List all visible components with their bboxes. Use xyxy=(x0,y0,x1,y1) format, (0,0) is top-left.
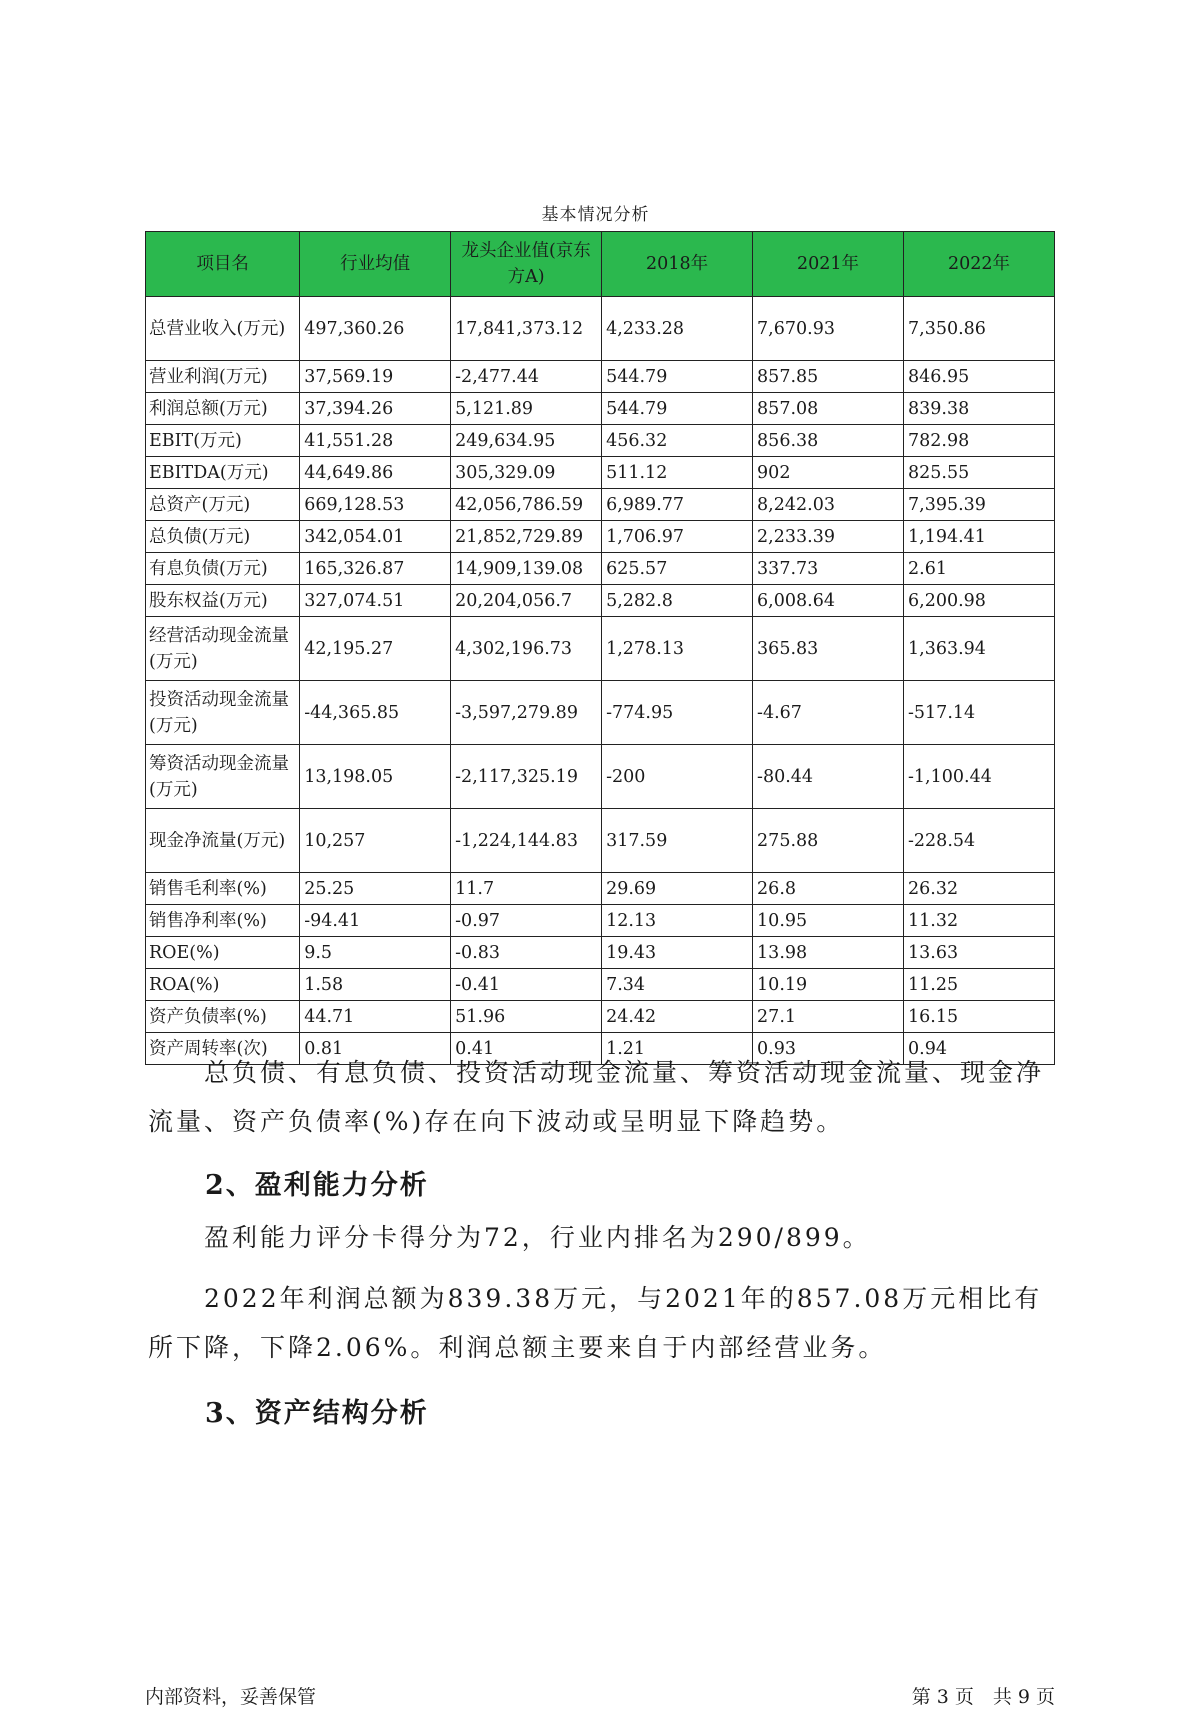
value-cell: 10.19 xyxy=(753,969,904,1001)
row-label-cell: 销售净利率(%) xyxy=(146,905,300,937)
section-heading-asset-structure: 3、资产结构分析 xyxy=(205,1398,429,1429)
score-paragraph: 盈利能力评分卡得分为72，行业内排名为290/899。 xyxy=(204,1223,871,1252)
value-cell: 846.95 xyxy=(904,361,1055,393)
value-cell: -1,100.44 xyxy=(904,745,1055,809)
profit-paragraph: 2022年利润总额为839.38万元，与2021年的857.08万元相比有所下降，下降2.06%。利润总额主要来自于内部经营业务。 xyxy=(148,1284,1043,1362)
value-cell: 10,257 xyxy=(300,809,451,873)
value-cell: 6,008.64 xyxy=(753,585,904,617)
header-industry-avg: 行业均值 xyxy=(300,232,451,297)
value-cell: 511.12 xyxy=(602,457,753,489)
value-cell: 365.83 xyxy=(753,617,904,681)
value-cell: 4,302,196.73 xyxy=(451,617,602,681)
header-year-2022: 2022年 xyxy=(904,232,1055,297)
value-cell: 41,551.28 xyxy=(300,425,451,457)
value-cell: -3,597,279.89 xyxy=(451,681,602,745)
value-cell: 544.79 xyxy=(602,393,753,425)
value-cell: 42,056,786.59 xyxy=(451,489,602,521)
value-cell: -774.95 xyxy=(602,681,753,745)
table-row xyxy=(146,1001,1055,1033)
value-cell: 17,841,373.12 xyxy=(451,297,602,361)
table-row xyxy=(146,297,1055,361)
value-cell: 497,360.26 xyxy=(300,297,451,361)
value-cell: 51.96 xyxy=(451,1001,602,1033)
page-prefix: 第 xyxy=(911,1686,931,1708)
value-cell: 165,326.87 xyxy=(300,553,451,585)
value-cell: 4,233.28 xyxy=(602,297,753,361)
row-label-cell: 资产周转率(次) xyxy=(146,1033,300,1065)
value-cell: -0.41 xyxy=(451,969,602,1001)
row-label-cell: EBITDA(万元) xyxy=(146,457,300,489)
table-row xyxy=(146,809,1055,873)
value-cell: -80.44 xyxy=(753,745,904,809)
value-cell: 13,198.05 xyxy=(300,745,451,809)
table-row xyxy=(146,873,1055,905)
row-label-cell: 利润总额(万元) xyxy=(146,393,300,425)
value-cell: 544.79 xyxy=(602,361,753,393)
value-cell: 19.43 xyxy=(602,937,753,969)
value-cell: 1,278.13 xyxy=(602,617,753,681)
value-cell: 782.98 xyxy=(904,425,1055,457)
value-cell: 8,242.03 xyxy=(753,489,904,521)
value-cell: 7,395.39 xyxy=(904,489,1055,521)
section-heading-profitability: 2、盈利能力分析 xyxy=(205,1170,429,1201)
value-cell: 37,569.19 xyxy=(300,361,451,393)
value-cell: 456.32 xyxy=(602,425,753,457)
value-cell: 10.95 xyxy=(753,905,904,937)
value-cell: 825.55 xyxy=(904,457,1055,489)
value-cell: 7.34 xyxy=(602,969,753,1001)
table-row xyxy=(146,393,1055,425)
value-cell: 7,350.86 xyxy=(904,297,1055,361)
value-cell: 0.93 xyxy=(753,1033,904,1065)
value-cell: 5,121.89 xyxy=(451,393,602,425)
value-cell: 14,909,139.08 xyxy=(451,553,602,585)
value-cell: -517.14 xyxy=(904,681,1055,745)
row-label-cell: EBIT(万元) xyxy=(146,425,300,457)
value-cell: 669,128.53 xyxy=(300,489,451,521)
value-cell: 337.73 xyxy=(753,553,904,585)
footer-page-indicator xyxy=(912,1682,1055,1709)
value-cell: 1,363.94 xyxy=(904,617,1055,681)
value-cell: -2,477.44 xyxy=(451,361,602,393)
value-cell: 16.15 xyxy=(904,1001,1055,1033)
row-label-cell: 总资产(万元) xyxy=(146,489,300,521)
value-cell: 37,394.26 xyxy=(300,393,451,425)
table-row xyxy=(146,969,1055,1001)
value-cell: 249,634.95 xyxy=(451,425,602,457)
table-row xyxy=(146,937,1055,969)
header-year-2021: 2021年 xyxy=(753,232,904,297)
table-header-row xyxy=(146,232,1055,297)
row-label-cell: 股东权益(万元) xyxy=(146,585,300,617)
row-label-cell: 有息负债(万元) xyxy=(146,553,300,585)
value-cell: 1.21 xyxy=(602,1033,753,1065)
row-label-cell: 现金净流量(万元) xyxy=(146,809,300,873)
value-cell: 21,852,729.89 xyxy=(451,521,602,553)
value-cell: -0.83 xyxy=(451,937,602,969)
value-cell: 305,329.09 xyxy=(451,457,602,489)
value-cell: -228.54 xyxy=(904,809,1055,873)
page-total: 9 xyxy=(1017,1686,1030,1708)
value-cell: 29.69 xyxy=(602,873,753,905)
value-cell: 857.08 xyxy=(753,393,904,425)
row-label-cell: 总负债(万元) xyxy=(146,521,300,553)
value-cell: 11.25 xyxy=(904,969,1055,1001)
value-cell: 0.41 xyxy=(451,1033,602,1065)
table-row xyxy=(146,617,1055,681)
row-label-cell: 销售毛利率(%) xyxy=(146,873,300,905)
row-label-cell: 筹资活动现金流量(万元) xyxy=(146,745,300,809)
value-cell: 1,194.41 xyxy=(904,521,1055,553)
row-label-cell: 总营业收入(万元) xyxy=(146,297,300,361)
value-cell: 327,074.51 xyxy=(300,585,451,617)
value-cell: 857.85 xyxy=(753,361,904,393)
value-cell: -2,117,325.19 xyxy=(451,745,602,809)
value-cell: 42,195.27 xyxy=(300,617,451,681)
table-row xyxy=(146,489,1055,521)
value-cell: 11.32 xyxy=(904,905,1055,937)
value-cell: 317.59 xyxy=(602,809,753,873)
value-cell: -200 xyxy=(602,745,753,809)
page-current: 3 xyxy=(936,1686,949,1708)
table-row xyxy=(146,553,1055,585)
basic-analysis-table xyxy=(145,231,1055,1065)
table-row xyxy=(146,425,1055,457)
value-cell: -4.67 xyxy=(753,681,904,745)
value-cell: 9.5 xyxy=(300,937,451,969)
value-cell: 0.94 xyxy=(904,1033,1055,1065)
table-row xyxy=(146,905,1055,937)
value-cell: 44.71 xyxy=(300,1001,451,1033)
value-cell: 6,989.77 xyxy=(602,489,753,521)
value-cell: 6,200.98 xyxy=(904,585,1055,617)
row-label-cell: 投资活动现金流量(万元) xyxy=(146,681,300,745)
value-cell: 625.57 xyxy=(602,553,753,585)
value-cell: 856.38 xyxy=(753,425,904,457)
value-cell: 2.61 xyxy=(904,553,1055,585)
header-item-name: 项目名 xyxy=(146,232,300,297)
row-label-cell: 资产负债率(%) xyxy=(146,1001,300,1033)
trend-paragraph: 总负债、有息负债、投资活动现金流量、筹资活动现金流量、现金净流量、资产负债率(%)存在向下波动或呈明显下降趋势。 xyxy=(148,1058,1045,1136)
value-cell: 0.81 xyxy=(300,1033,451,1065)
value-cell: 13.98 xyxy=(753,937,904,969)
header-year-2018: 2018年 xyxy=(602,232,753,297)
value-cell: 2,233.39 xyxy=(753,521,904,553)
footer-confidential-note: 内部资料，妥善保管 xyxy=(145,1686,317,1708)
row-label-cell: 营业利润(万元) xyxy=(146,361,300,393)
value-cell: 20,204,056.7 xyxy=(451,585,602,617)
table-row xyxy=(146,745,1055,809)
value-cell: 1.58 xyxy=(300,969,451,1001)
value-cell: 275.88 xyxy=(753,809,904,873)
value-cell: -1,224,144.83 xyxy=(451,809,602,873)
value-cell: -94.41 xyxy=(300,905,451,937)
value-cell: 839.38 xyxy=(904,393,1055,425)
value-cell: 5,282.8 xyxy=(602,585,753,617)
value-cell: 12.13 xyxy=(602,905,753,937)
value-cell: 342,054.01 xyxy=(300,521,451,553)
value-cell: 1,706.97 xyxy=(602,521,753,553)
row-label-cell: ROE(%) xyxy=(146,937,300,969)
table-row xyxy=(146,521,1055,553)
table-row xyxy=(146,681,1055,745)
value-cell: 25.25 xyxy=(300,873,451,905)
table-caption: 基本情况分析 xyxy=(541,205,650,225)
page-suffix: 页 xyxy=(1035,1686,1055,1708)
value-cell: 902 xyxy=(753,457,904,489)
value-cell: 26.32 xyxy=(904,873,1055,905)
header-leader-value: 龙头企业值(京东方A) xyxy=(451,232,602,297)
table-row xyxy=(146,585,1055,617)
table-row xyxy=(146,457,1055,489)
value-cell: 13.63 xyxy=(904,937,1055,969)
value-cell: 26.8 xyxy=(753,873,904,905)
page-mid: 页 共 xyxy=(954,1686,1012,1708)
value-cell: 24.42 xyxy=(602,1001,753,1033)
value-cell: 7,670.93 xyxy=(753,297,904,361)
value-cell: -0.97 xyxy=(451,905,602,937)
row-label-cell: 经营活动现金流量(万元) xyxy=(146,617,300,681)
value-cell: 44,649.86 xyxy=(300,457,451,489)
value-cell: -44,365.85 xyxy=(300,681,451,745)
value-cell: 11.7 xyxy=(451,873,602,905)
table-body xyxy=(146,297,1055,1065)
row-label-cell: ROA(%) xyxy=(146,969,300,1001)
value-cell: 27.1 xyxy=(753,1001,904,1033)
table-row xyxy=(146,361,1055,393)
